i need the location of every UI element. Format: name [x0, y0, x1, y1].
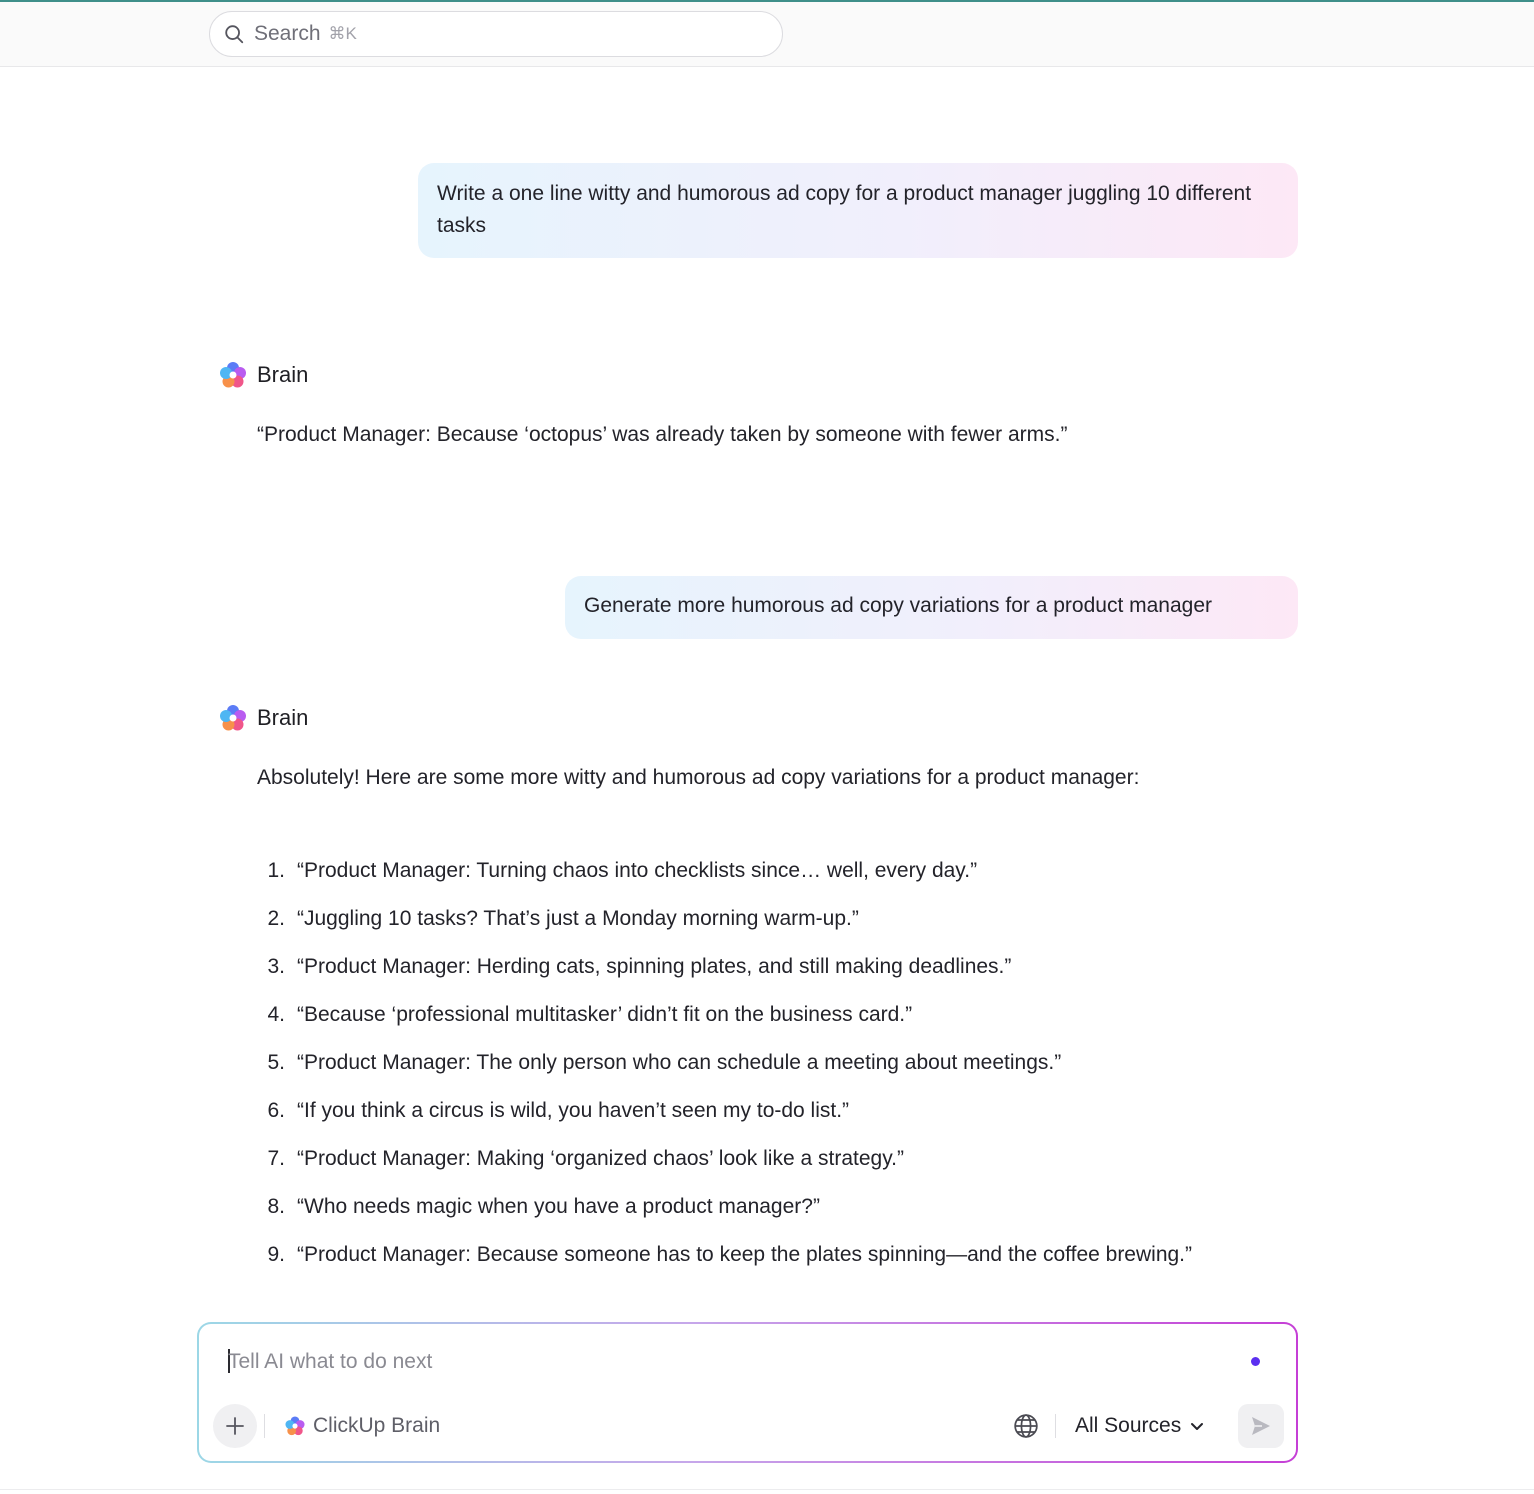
list-item-text: “Product Manager: Turning chaos into checklists since… well, every day.” — [297, 859, 978, 882]
status-dot-indicator — [1251, 1357, 1260, 1366]
list-item-number: 5. — [267, 1051, 285, 1074]
chat-thread[interactable] — [0, 67, 1534, 1295]
globe-icon[interactable] — [1013, 1413, 1039, 1439]
list-item-number: 2. — [267, 907, 285, 930]
list-item — [257, 1047, 1217, 1079]
sources-dropdown[interactable] — [1075, 1411, 1205, 1441]
list-item-text: “Product Manager: Herding cats, spinning plates, and still making deadlines.” — [297, 955, 1012, 978]
assistant-message-text: “Product Manager: Because ‘octopus’ was already taken by someone with fewer arms.” — [257, 423, 1068, 446]
ai-composer — [197, 1322, 1298, 1463]
list-item — [257, 951, 1217, 983]
bottom-divider — [0, 1489, 1534, 1490]
add-attachment-button[interactable] — [213, 1404, 257, 1448]
brain-logo-icon — [218, 703, 248, 733]
assistant-name: Brain — [257, 705, 309, 730]
user-message-text: Generate more humorous ad copy variations for a product manager — [584, 594, 1213, 617]
list-item-text: “Product Manager: Making ‘organized chaos’ look like a strategy.” — [297, 1147, 904, 1170]
list-item — [257, 999, 1217, 1031]
ai-composer-panel — [199, 1324, 1296, 1461]
user-message — [565, 576, 1298, 639]
assistant-message-header — [218, 360, 308, 390]
search-bar[interactable] — [209, 11, 783, 57]
search-icon — [223, 23, 245, 45]
model-selector-button[interactable] — [284, 1411, 440, 1441]
assistant-message-header — [218, 703, 308, 733]
list-item-number: 3. — [267, 955, 285, 978]
list-item — [257, 1239, 1217, 1271]
list-item-number: 1. — [267, 859, 285, 882]
sources-label: All Sources — [1075, 1414, 1182, 1437]
send-icon — [1249, 1414, 1273, 1438]
list-item — [257, 1143, 1217, 1175]
plus-icon — [225, 1416, 245, 1436]
user-message — [418, 163, 1298, 258]
list-item-number: 4. — [267, 1003, 285, 1026]
list-item-number: 7. — [267, 1147, 285, 1170]
list-item — [257, 855, 1217, 887]
list-item-text: “Because ‘professional multitasker’ didn’t fit on the business card.” — [297, 1003, 913, 1026]
model-label: ClickUp Brain — [313, 1414, 441, 1437]
list-item-text: “Product Manager: The only person who can schedule a meeting about meetings.” — [297, 1051, 1062, 1074]
list-item — [257, 1191, 1217, 1223]
list-item-text: “If you think a circus is wild, you haven’t seen my to-do list.” — [297, 1099, 850, 1122]
brain-logo-icon — [218, 360, 248, 390]
assistant-message-intro: Absolutely! Here are some more witty and humorous ad copy variations for a product manager: — [257, 766, 1140, 789]
divider — [264, 1414, 265, 1438]
clickup-brain-logo-icon — [284, 1415, 306, 1437]
list-item — [257, 903, 1217, 935]
divider — [1055, 1414, 1056, 1438]
ad-copy-list — [257, 855, 1217, 1287]
search-shortcut-hint: ⌘K — [328, 24, 357, 43]
search-placeholder: Search — [254, 22, 321, 45]
list-item-text: “Who needs magic when you have a product manager?” — [297, 1195, 820, 1218]
send-button[interactable] — [1238, 1404, 1284, 1448]
chevron-down-icon — [1189, 1418, 1205, 1434]
list-item — [257, 1095, 1217, 1127]
top-bar — [0, 2, 1534, 67]
assistant-name: Brain — [257, 362, 309, 387]
prompt-input[interactable] — [228, 1344, 1208, 1380]
list-item-text: “Product Manager: Because someone has to keep the plates spinning—and the coffee brewing.” — [297, 1243, 1193, 1266]
list-item-number: 6. — [267, 1099, 285, 1122]
list-item-number: 8. — [267, 1195, 285, 1218]
list-item-number: 9. — [267, 1243, 285, 1266]
list-item-text: “Juggling 10 tasks? That’s just a Monday morning warm-up.” — [297, 907, 859, 930]
user-message-text: Write a one line witty and humorous ad copy for a product manager juggling 10 different tasks — [437, 182, 1252, 237]
